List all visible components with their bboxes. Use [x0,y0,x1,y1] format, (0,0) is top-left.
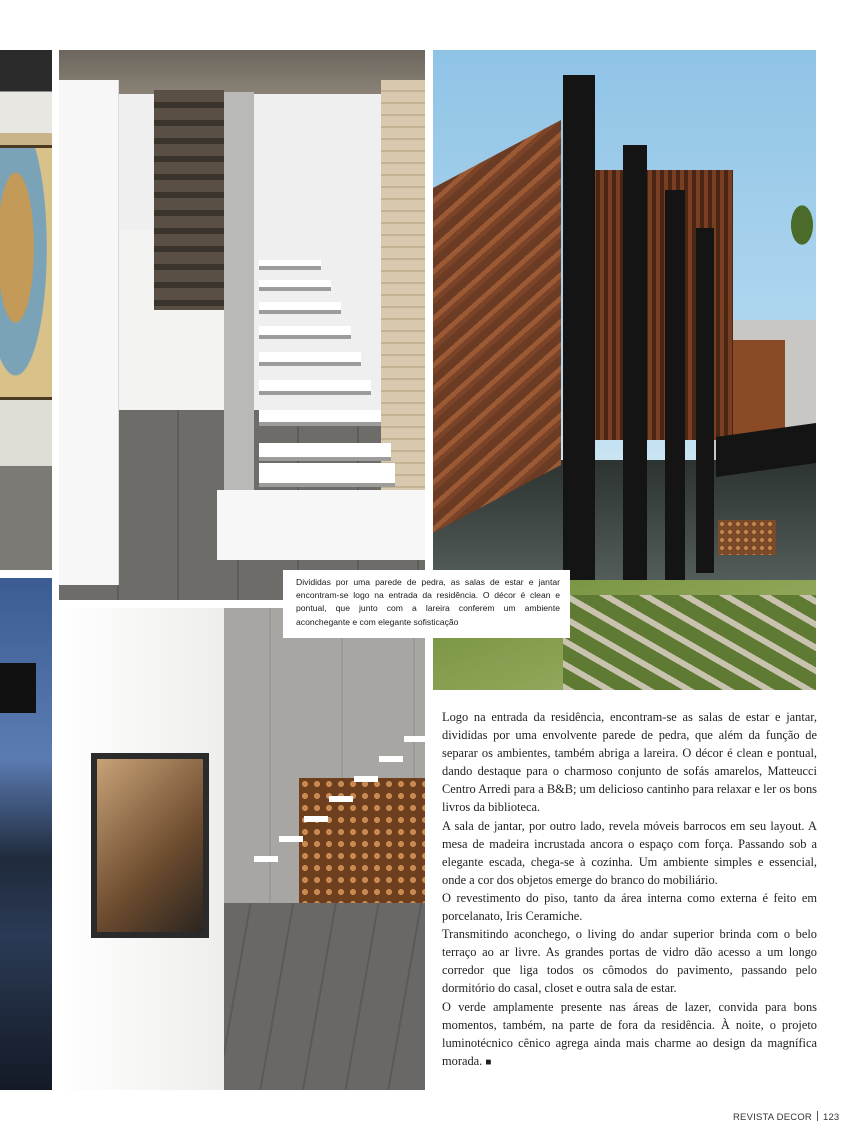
fireplace-window [91,753,209,938]
body-paragraph: Logo na entrada da residência, encontram-se as salas de estar e jantar, divididas por uma envolvente parede de pedra, que além da função de separar os ambientes, também abriga a lareira. O décor é clean e pontual, dando destaque para o charmoso conjunto de sofás amarelos, Matteucci Centro Arredi para a B&B; um delicioso cantinho para relaxar e ler os bons livros da biblioteca. [442,710,817,815]
firewood-stack [718,520,776,555]
body-paragraph: Transmitindo aconchego, o living do andar superior brinda com o belo terraço ao ar livre. As grandes portas de vidro dão acesso a um longo corredor que liga todos os cômodos do pavimento, passando pelo dormitório do casal, closet e outra sala de estar. [442,927,817,996]
footer-separator [817,1111,818,1121]
photo-caption: Divididas por uma parede de pedra, as salas de estar e jantar encontram-se logo na entrada da residência. O décor é clean e pontual, que junto com a lareira conferem um ambiente aconchegante e com elegante sofisticação [283,570,570,638]
stair-step [379,756,403,762]
tree-leaves [788,200,816,250]
photo-fireplace [59,608,425,1090]
black-post [623,145,647,590]
wooden-beam [154,90,224,310]
stair-step [329,796,353,802]
black-post [665,190,685,580]
page-number: 123 [822,1112,840,1123]
end-mark: ■ [485,1056,492,1068]
stair-step [354,776,378,782]
stair-step [404,736,425,742]
body-paragraph [442,998,817,1072]
stair-step [259,443,391,461]
concrete-column [224,92,254,542]
black-post [696,228,714,573]
stair-step [259,410,381,426]
stair-step [259,260,321,270]
page-footer [733,1111,840,1127]
stair-step [304,816,328,822]
stair-step [259,302,341,314]
roof-silhouette [0,663,36,713]
stair-step [279,836,303,842]
white-wall [59,80,119,585]
body-paragraph-text: O verde amplamente presente nas áreas de lazer, convida para bons momentos, também, na parte de fora da residência. À noite, o projeto luminotécnico cênico agrega ainda mais charme ao design da magnífica morada. [442,999,817,1068]
body-paragraph: A sala de jantar, por outro lado, revela móveis barrocos em seu layout. A mesa de madeira incrustada ancora o espaço com força. Passando sob a elegante escada, chega-se à cozinha. Um ambiente simples e essencial, onde a cor dos objetos emerge do branco do mobiliário. [442,818,817,887]
body-paragraph: O revestimento do piso, tanto da área interna como externa é feito em porcelanato, Iris Ceramiche. [442,890,817,924]
stair-step [259,326,351,339]
photo-map-room [0,50,52,570]
stair-step [259,380,371,395]
wood-cladding [433,120,561,533]
stair-base [217,490,425,560]
photo-night-exterior [0,578,52,1090]
stair-step [254,856,278,862]
grass-pavers [563,595,816,690]
stair-step [259,352,361,366]
article-body [442,708,817,1072]
magazine-name: REVISTA DECOR [733,1112,812,1123]
photo-staircase [59,50,425,600]
wall-map [0,145,52,400]
stair-step [259,280,331,291]
firewood-stack [299,778,425,903]
floor [209,903,425,1090]
stair-step [259,463,395,487]
black-post [563,75,595,605]
